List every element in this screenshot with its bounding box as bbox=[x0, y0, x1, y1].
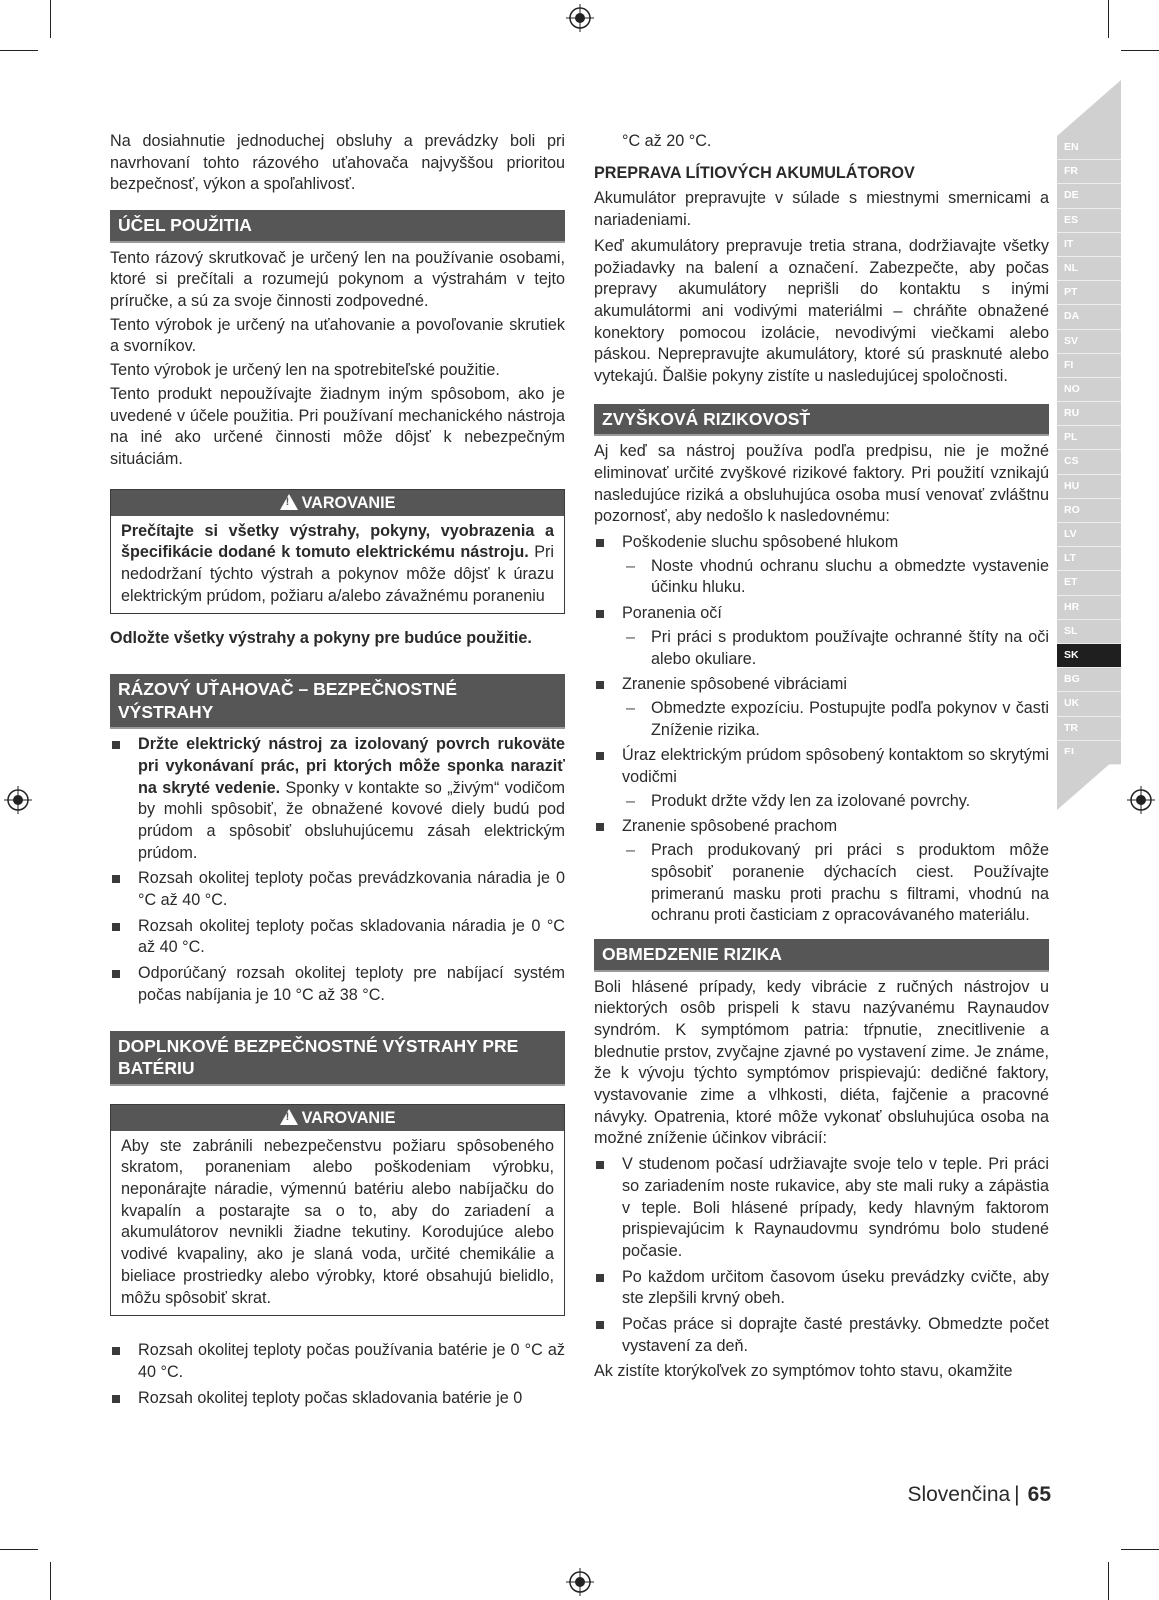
continued-text: °C až 20 °C. bbox=[622, 132, 712, 150]
language-item-fr: FR bbox=[1057, 160, 1121, 184]
warning-box bbox=[110, 1104, 565, 1317]
language-item-lv: LV bbox=[1057, 523, 1121, 547]
list-item: Rozsah okolitej teploty počas používania batérie je 0 °C až 40 °C. bbox=[110, 1340, 565, 1383]
paragraph: Tento výrobok je určený len na spotrebiteľské použitie. bbox=[110, 361, 500, 380]
language-item-de: DE bbox=[1057, 184, 1121, 208]
language-item-et: ET bbox=[1057, 571, 1121, 595]
warning-header bbox=[111, 490, 564, 516]
battery-list bbox=[110, 1340, 565, 1409]
language-item-fi: FI bbox=[1057, 354, 1121, 378]
list-item-label: Zranenie spôsobené vibráciami bbox=[622, 675, 847, 694]
section-heading-residual-risk: ZVYŠKOVÁ RIZIKOVOSŤ bbox=[594, 404, 1049, 437]
sub-list bbox=[622, 840, 1049, 927]
language-item-no: NO bbox=[1057, 378, 1121, 402]
warning-title: VAROVANIE bbox=[301, 493, 396, 512]
section-heading-risk-reduction: OBMEDZENIE RIZIKA bbox=[594, 939, 1049, 972]
footer-separator: | bbox=[1014, 1483, 1020, 1506]
sub-list-item: – Obmedzte expozíciu. Postupujte podľa pokynov v časti Zníženie rizika. bbox=[622, 698, 1049, 741]
language-item-cs: CS bbox=[1057, 450, 1121, 474]
language-tab-bottom bbox=[1057, 754, 1121, 810]
paragraph: Aj keď sa nástroj používa podľa predpisu, nie je možné eliminovať určité zvyškové rizikové faktory. Pri použití vznikajú nasledujúce riziká a obsluhujúca osoba musí venovať zvláštnu pozornosť, aby nedošlo k nasledovnému: bbox=[594, 442, 1049, 526]
language-item-pl: PL bbox=[1057, 426, 1121, 450]
sub-list bbox=[622, 627, 1049, 670]
paragraph: Ak zistíte ktorýkoľvek zo symptómov tohto stavu, okamžite bbox=[594, 1362, 1013, 1381]
footer-language: Slovenčina bbox=[907, 1483, 1011, 1506]
registration-mark-icon bbox=[566, 4, 594, 32]
language-item-sk: SK bbox=[1057, 644, 1121, 668]
warning-title: VAROVANIE bbox=[301, 1108, 396, 1127]
section-heading-impact-safety: RÁZOVÝ UŤAHOVAČ – BEZPEČNOSTNÉ VÝSTRAHY bbox=[110, 674, 565, 729]
registration-mark-icon bbox=[4, 786, 32, 814]
list-item-label: Úraz elektrickým prúdom spôsobený kontaktom so skrytými vodičmi bbox=[622, 746, 1049, 787]
list-item bbox=[594, 674, 1049, 741]
language-item-en: EN bbox=[1057, 136, 1121, 160]
language-item-bg: BG bbox=[1057, 668, 1121, 692]
section-heading-purpose: ÚČEL POUŽITIA bbox=[110, 210, 565, 243]
intro-paragraph: Na dosiahnutie jednoduchej obsluhy a prevádzky boli pri navrhovaní tohto rázového uťahovača najvyššou prioritou bezpečnosť, výkon a spoľahlivosť. bbox=[110, 132, 565, 194]
list-item: Rozsah okolitej teploty počas skladovania batérie je 0 bbox=[110, 1388, 565, 1410]
sub-list-item: – Prach produkovaný pri práci s produktom môže spôsobiť poranenie dýchacích ciest. Používajte primeranú masku proti prachu s filtrami, vhodnú na ochranu proti časticiam z opracovávaného materiálu. bbox=[622, 840, 1049, 927]
list-item: Odporúčaný rozsah okolitej teploty pre nabíjací systém počas nabíjania je 10 °C až 38 °C. bbox=[110, 963, 565, 1006]
language-list bbox=[1057, 136, 1121, 765]
language-item-lt: LT bbox=[1057, 547, 1121, 571]
language-item-tr: TR bbox=[1057, 717, 1121, 741]
language-item-ro: RO bbox=[1057, 499, 1121, 523]
language-tab bbox=[1057, 80, 1121, 810]
risk-list bbox=[594, 532, 1049, 927]
list-item bbox=[594, 532, 1049, 599]
language-item-pt: PT bbox=[1057, 281, 1121, 305]
warning-box bbox=[110, 489, 565, 615]
registration-mark-icon bbox=[566, 1568, 594, 1596]
sub-list-item: – Noste vhodnú ochranu sluchu a obmedzte vystavenie účinku hluku. bbox=[622, 556, 1049, 599]
crop-mark bbox=[1121, 1549, 1159, 1550]
crop-mark bbox=[1108, 0, 1109, 38]
paragraph: Akumulátor prepravujte v súlade s miestnymi smernicami a nariadeniami. bbox=[594, 189, 1049, 230]
registration-mark-icon bbox=[1127, 786, 1155, 814]
warning-triangle-icon bbox=[280, 494, 298, 510]
sub-list bbox=[622, 791, 1049, 813]
crop-mark bbox=[50, 0, 51, 38]
sub-list-item: – Produkt držte vždy len za izolované povrchy. bbox=[622, 791, 1049, 813]
warning-header bbox=[111, 1105, 564, 1131]
language-item-hu: HU bbox=[1057, 475, 1121, 499]
paragraph: Boli hlásené prípady, kedy vibrácie z ručných nástrojov u niektorých osôb prispeli k stavu nazývanému Raynaudov syndróm. K symptómom patria: tŕpnutie, znecitlivenie a blednutie prstov, zvyčajne zjavné po vystavení zime. Je známe, že k vývoju týchto symptómov prispievajú: dedičné faktory, vystavovanie zime a vlhkosti, diéta, fajčenie a pracovné návyky. Opatrenia, ktoré môže vykonať obsluhujúca osoba na možné zníženie účinkov vibrácií: bbox=[594, 977, 1049, 1148]
language-item-sv: SV bbox=[1057, 330, 1121, 354]
language-item-da: DA bbox=[1057, 305, 1121, 329]
paragraph: Keď akumulátory prepravuje tretia strana, dodržiavajte všetky požiadavky na balení a označení. Zabezpečte, aby počas prepravy akumulátory neprišli do kontaktu s inými akumulátormi ani vodivými materiálmi – chráňte obnažené konektory pomocou izolácie, nevodivými viečkami alebo páskou. Neprepravujte akumulátory, ktoré sú prasknuté alebo vytekajú. Ďalšie pokyny zistíte u nasledujúcej spoločnosti. bbox=[594, 236, 1049, 386]
risk-reduction-list bbox=[594, 1154, 1049, 1357]
language-item-hr: HR bbox=[1057, 596, 1121, 620]
right-column bbox=[594, 131, 1049, 1387]
list-item-label: Zranenie spôsobené prachom bbox=[622, 817, 838, 836]
crop-mark bbox=[1121, 50, 1159, 51]
crop-mark bbox=[0, 1549, 38, 1550]
warning-triangle-icon bbox=[280, 1109, 298, 1125]
language-item-ru: RU bbox=[1057, 402, 1121, 426]
list-item: Rozsah okolitej teploty počas prevádzkovania náradia je 0 °C až 40 °C. bbox=[110, 868, 565, 911]
list-item: Rozsah okolitej teploty počas skladovania náradia je 0 °C až 40 °C. bbox=[110, 916, 565, 959]
list-item: V studenom počasí udržiavajte svoje telo v teple. Pri práci so zariadením noste rukavice, aby ste mali ruky a zápästia v teple. Boli hlásené prípady, kedy hlavným faktorom prispievajúcim k Raynaudovmu syndrómu bolo studené počasie. bbox=[594, 1154, 1049, 1263]
language-item-el: EL bbox=[1057, 741, 1121, 765]
keep-instructions-note: Odložte všetky výstrahy a pokyny pre budúce použitie. bbox=[110, 629, 532, 648]
page-number: 65 bbox=[1027, 1483, 1051, 1506]
crop-mark bbox=[50, 1562, 51, 1600]
sub-list-item: – Pri práci s produktom používajte ochranné štíty na oči alebo okuliare. bbox=[622, 627, 1049, 670]
warning-body: Aby ste zabránili nebezpečenstvu požiaru spôsobeného skratom, poraneniam alebo poškodeniam výrobku, neponárajte náradie, výmennú batériu alebo nabíjačku do kvapalín a postarajte sa o to, aby do zariadení a akumulátorov nevnikli žiadne tekutiny. Korodujúce alebo vodivé kvapaliny, ako je slaná voda, určité chemikálie a bieliace prostriedky alebo výrobky, ktoré obsahujú bielidlo, môžu spôsobiť skrat. bbox=[121, 1136, 554, 1307]
section-heading-battery: DOPLNKOVÉ BEZPEČNOSTNÉ VÝSTRAHY PRE BATÉRIU bbox=[110, 1031, 565, 1086]
warning-bold-text: Prečítajte si všetky výstrahy, pokyny, vyobrazenia a špecifikácie dodané k tomuto elektrickému nástroju. bbox=[121, 521, 554, 562]
sub-list bbox=[622, 556, 1049, 599]
crop-mark bbox=[1108, 1562, 1109, 1600]
language-item-uk: UK bbox=[1057, 692, 1121, 716]
crop-mark bbox=[0, 50, 38, 51]
warning-text: Pri nedodržaní týchto výstrah a pokynov môže dôjsť k úrazu elektrickým prúdom, požiaru a/alebo závažnému poraneniu bbox=[121, 543, 555, 605]
list-item bbox=[594, 816, 1049, 927]
sub-list bbox=[622, 698, 1049, 741]
language-item-sl: SL bbox=[1057, 620, 1121, 644]
warning-body bbox=[111, 516, 564, 614]
impact-safety-list bbox=[110, 734, 565, 1006]
list-item bbox=[110, 734, 565, 864]
paragraph: Tento rázový skrutkovač je určený len na používanie osobami, ktoré si prečítali a rozumejú pokynom a výstrahám v tejto príručke, a sú za svoje činnosti zodpovedné. bbox=[110, 248, 565, 311]
language-item-es: ES bbox=[1057, 209, 1121, 233]
paragraph: Tento produkt nepoužívajte žiadnym iným spôsobom, ako je uvedené v účele použitia. Pri používaní mechanického nástroja na iné ako určené činnosti môže dôjsť k nebezpečným situáciám. bbox=[110, 384, 565, 468]
section-heading-transport: PREPRAVA LÍTIOVÝCH AKUMULÁTOROV bbox=[594, 163, 915, 182]
list-item: Po každom určitom časovom úseku prevádzky cvičte, aby ste zlepšili krvný obeh. bbox=[594, 1267, 1049, 1310]
language-item-nl: NL bbox=[1057, 257, 1121, 281]
left-column bbox=[110, 131, 565, 1413]
list-item-label: Poškodenie sluchu spôsobené hlukom bbox=[622, 533, 899, 552]
list-item-text: Sponky v kontakte so „živým“ vodičom by mohli spôsobiť, že obnažené kovové diely budú pod prúdom a spôsobiť obsluhujúcemu zásah elektrickým prúdom. bbox=[138, 778, 566, 862]
paragraph: Tento výrobok je určený na uťahovanie a povoľovanie skrutiek a svorníkov. bbox=[110, 315, 565, 356]
language-item-it: IT bbox=[1057, 233, 1121, 257]
list-item: Počas práce si doprajte časté prestávky. Obmedzte počet vystavení za deň. bbox=[594, 1314, 1049, 1357]
list-item-bold: Držte elektrický nástroj za izolovaný povrch rukoväte pri vykonávaní prác, pri ktorých môže sponka naraziť na skryté vedenie. bbox=[138, 735, 565, 797]
list-item bbox=[594, 603, 1049, 670]
list-item-label: Poranenia očí bbox=[622, 604, 722, 623]
language-tab-top bbox=[1057, 80, 1121, 136]
page-footer bbox=[907, 1483, 1051, 1507]
list-item bbox=[594, 745, 1049, 812]
